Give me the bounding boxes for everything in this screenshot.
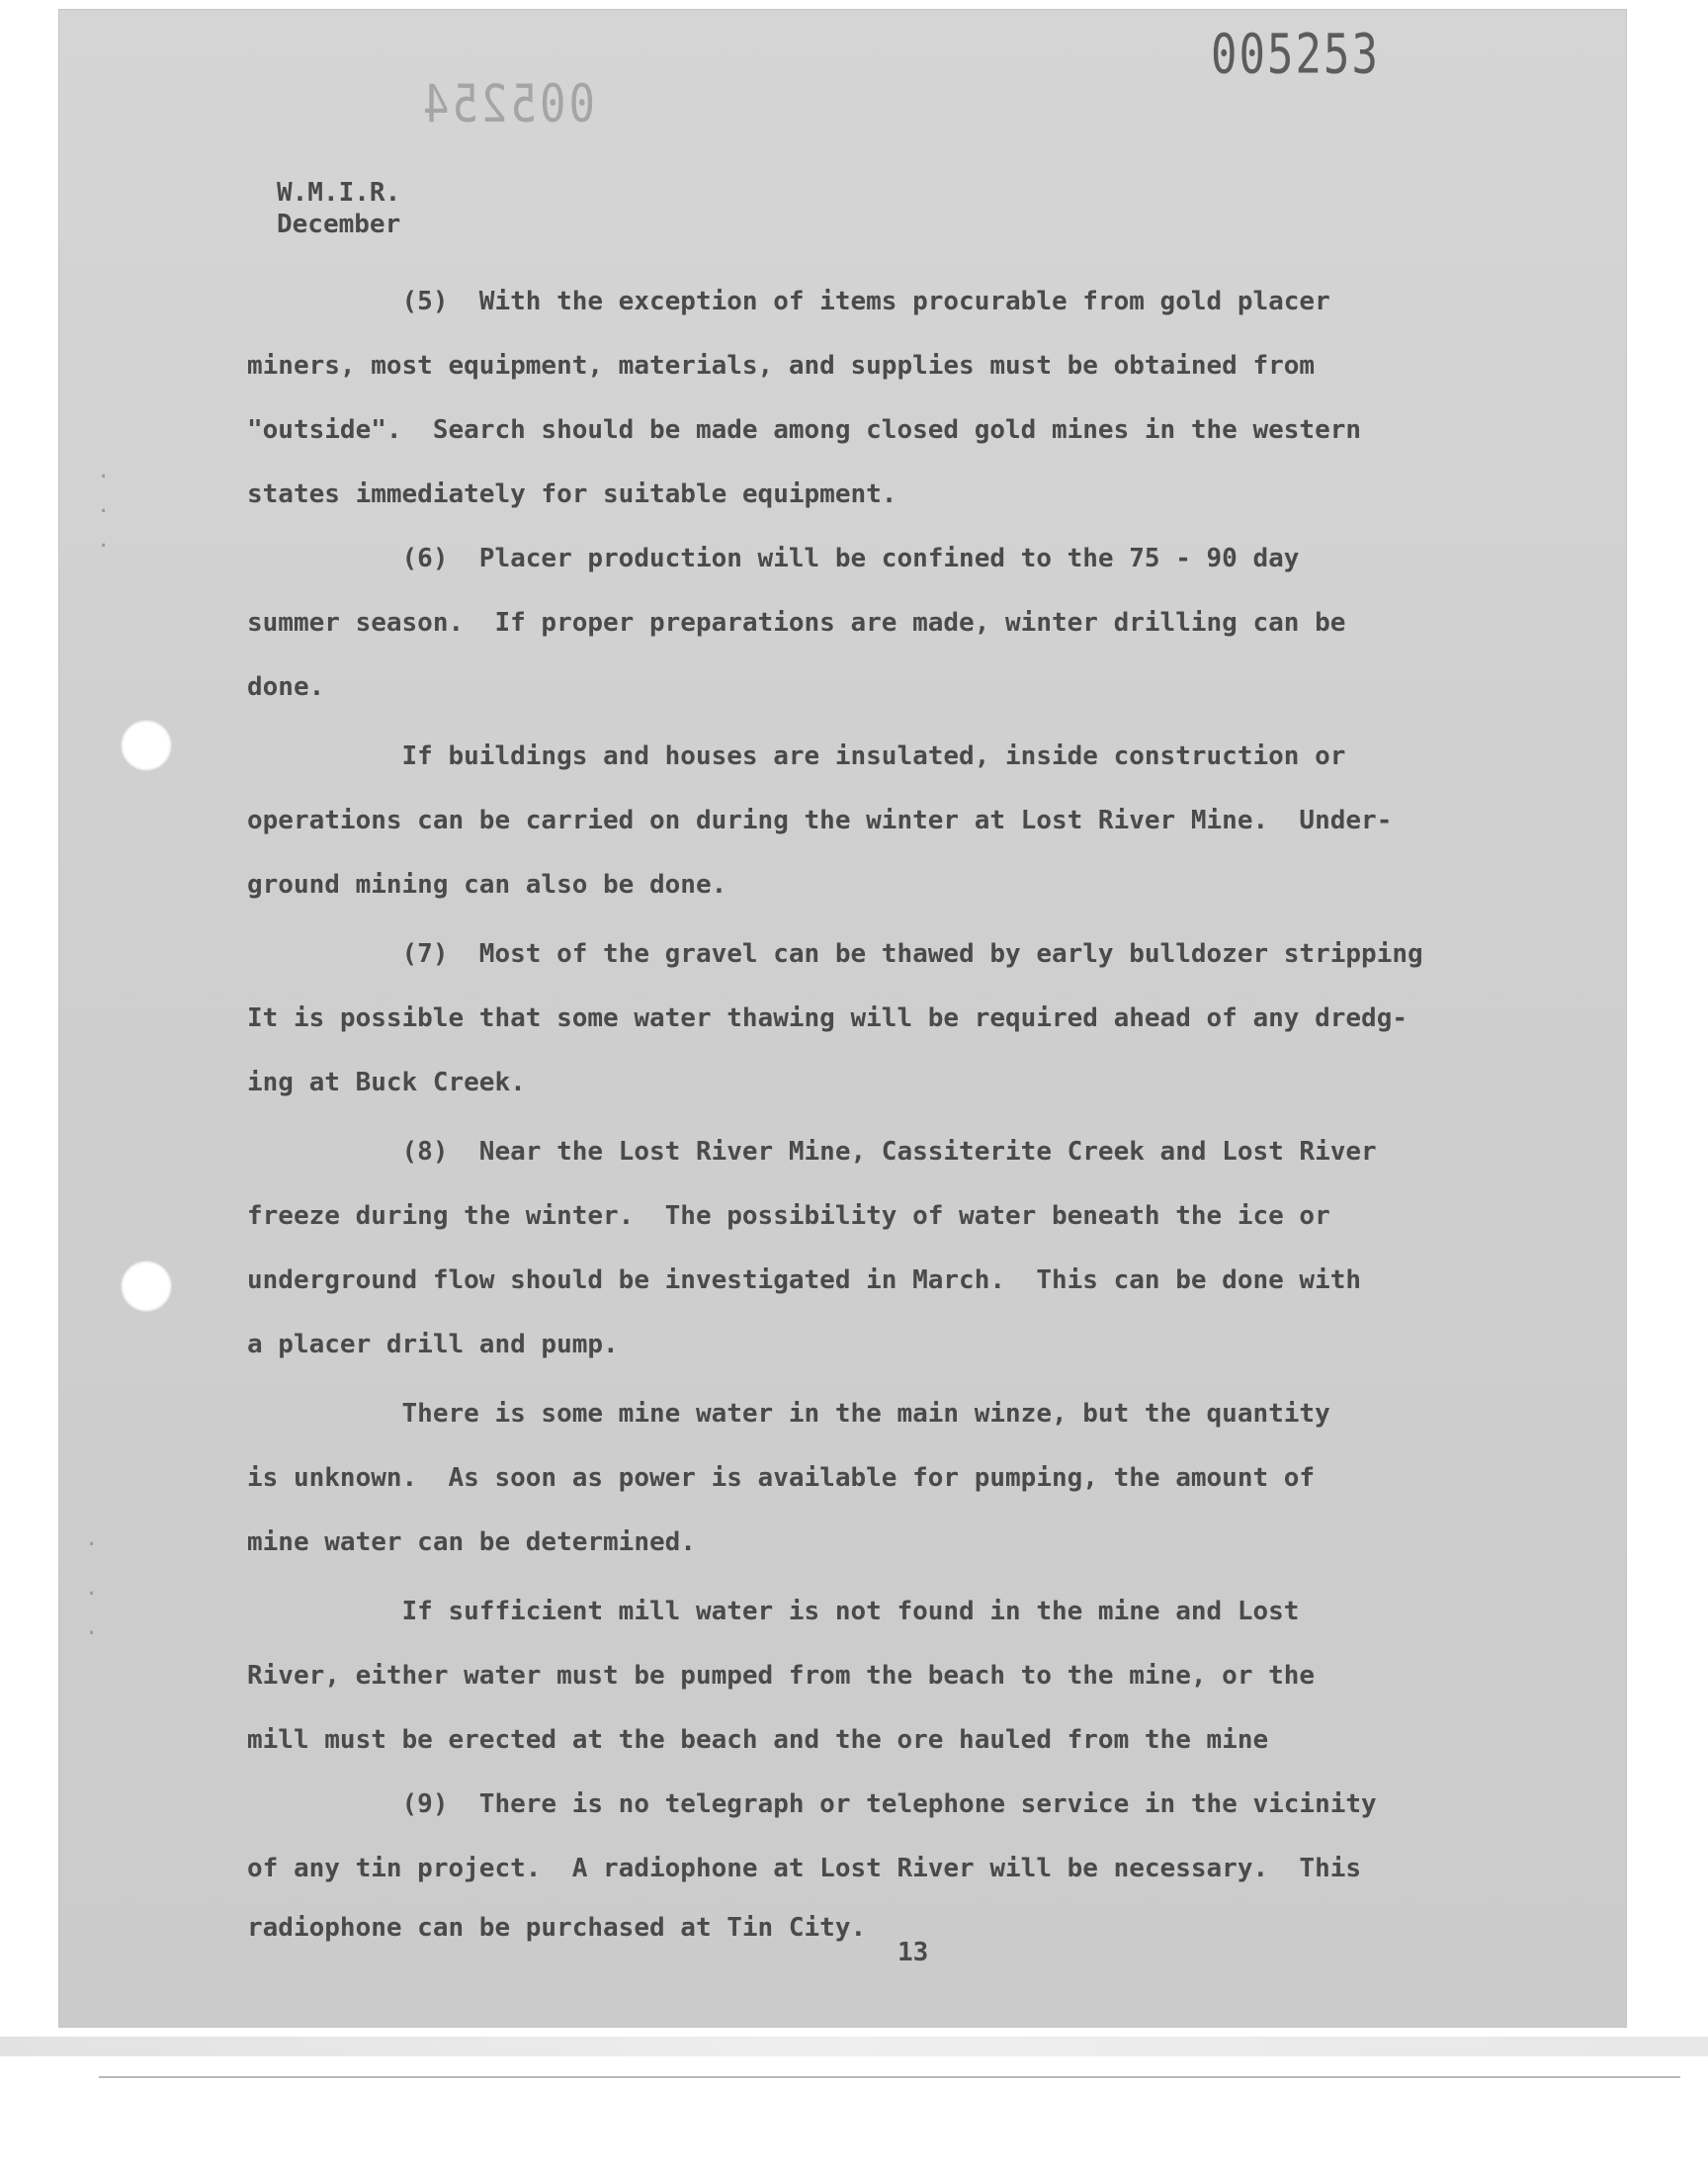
- header-line: December: [277, 210, 401, 239]
- text-line: freeze during the winter. The possibility of water beneath the ice or: [247, 1201, 1330, 1231]
- text-line: ing at Buck Creek.: [247, 1068, 526, 1097]
- text-line: River, either water must be pumped from the beach to the mine, or the: [247, 1661, 1316, 1691]
- text-line: miners, most equipment, materials, and supplies must be obtained from: [247, 351, 1316, 381]
- margin-mark: ·: [85, 1582, 99, 1607]
- header-line: W.M.I.R.: [277, 178, 401, 208]
- margin-mark: ·: [85, 1532, 99, 1557]
- text-line: a placer drill and pump.: [247, 1330, 619, 1359]
- document-number: 005253: [1211, 23, 1380, 87]
- margin-mark: ·: [97, 465, 111, 489]
- text-line: mine water can be determined.: [247, 1527, 696, 1557]
- text-line: If sufficient mill water is not found in the mine and Lost: [247, 1597, 1300, 1626]
- scan-edge: [0, 2037, 1708, 2056]
- text-line: done.: [247, 672, 325, 702]
- punch-hole-bottom: [121, 1261, 172, 1312]
- text-line: is unknown. As soon as power is available for pumping, the amount of: [247, 1463, 1316, 1493]
- text-line: "outside". Search should be made among closed gold mines in the western: [247, 415, 1362, 445]
- text-line: There is some mine water in the main winze, but the quantity: [247, 1399, 1330, 1429]
- text-line: underground flow should be investigated in March. This can be done with: [247, 1265, 1362, 1295]
- text-line: (9) There is no telegraph or telephone service in the vicinity: [247, 1789, 1377, 1819]
- margin-mark: ·: [85, 1621, 99, 1646]
- margin-mark: ·: [97, 499, 111, 524]
- punch-hole-top: [121, 720, 172, 771]
- text-line: (8) Near the Lost River Mine, Cassiterite Creek and Lost River: [247, 1137, 1377, 1167]
- scan-edge-line: [99, 2076, 1680, 2078]
- text-line: (6) Placer production will be confined to the 75 - 90 day: [247, 544, 1300, 573]
- text-line: (5) With the exception of items procurable from gold placer: [247, 287, 1330, 316]
- text-line: of any tin project. A radiophone at Lost River will be necessary. This: [247, 1854, 1362, 1883]
- text-line: mill must be erected at the beach and the ore hauled from the mine: [247, 1725, 1269, 1755]
- margin-mark: ·: [97, 534, 111, 559]
- text-line: operations can be carried on during the winter at Lost River Mine. Under-: [247, 806, 1393, 835]
- text-line: It is possible that some water thawing will be required ahead of any dredg-: [247, 1003, 1408, 1033]
- text-line: summer season. If proper preparations are made, winter drilling can be: [247, 608, 1346, 638]
- text-line: radiophone can be purchased at Tin City.: [247, 1913, 867, 1943]
- text-line: states immediately for suitable equipment.: [247, 479, 897, 509]
- text-line: ground mining can also be done.: [247, 870, 727, 900]
- page-number: 13: [897, 1938, 929, 1967]
- faint-document-number: 005254: [420, 73, 595, 135]
- text-line: If buildings and houses are insulated, inside construction or: [247, 741, 1346, 771]
- text-line: (7) Most of the gravel can be thawed by early bulldozer stripping: [247, 939, 1423, 969]
